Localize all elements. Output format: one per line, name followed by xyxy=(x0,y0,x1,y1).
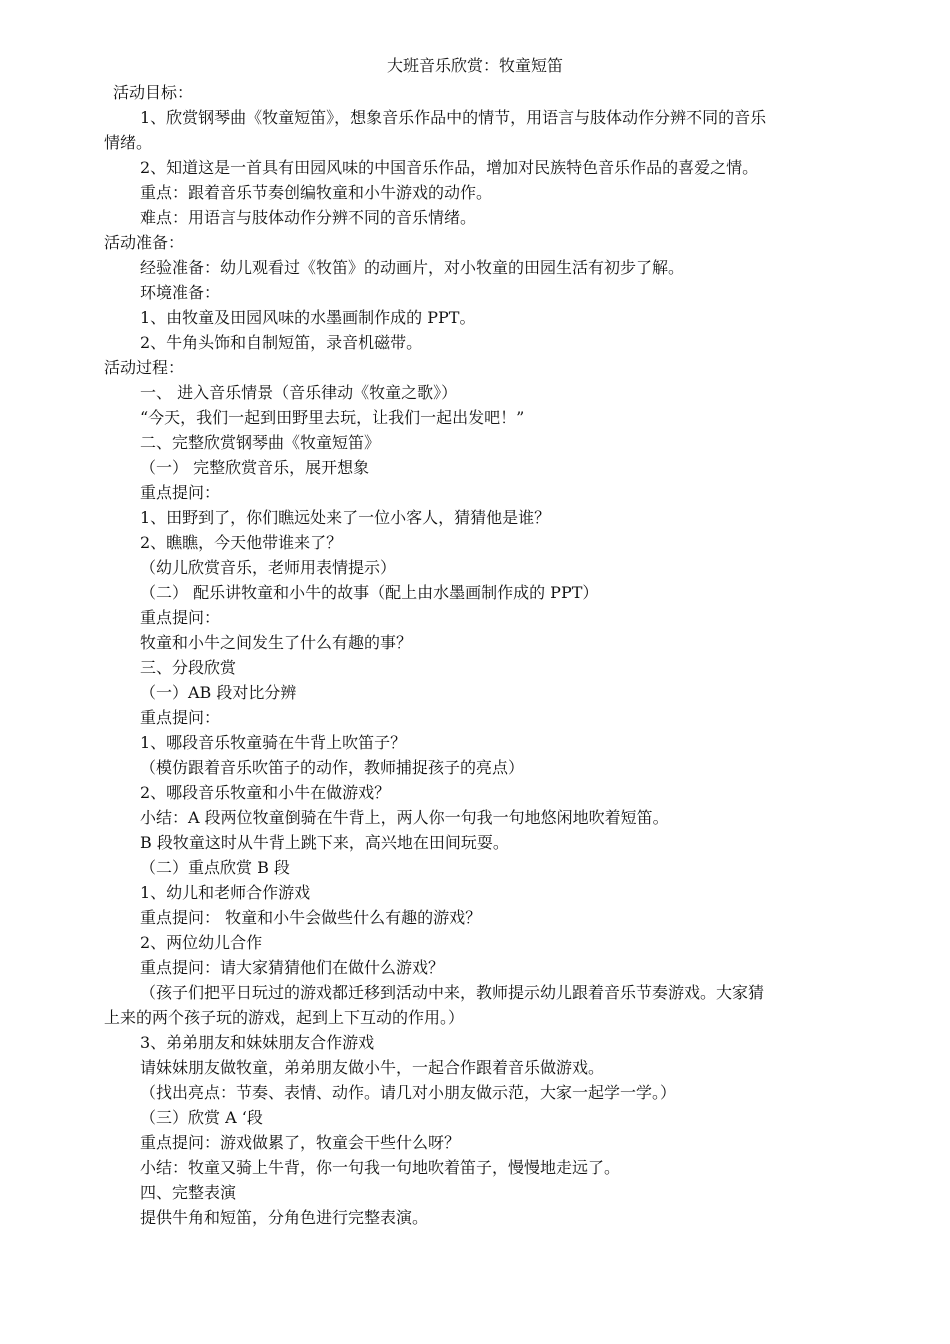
text-line: 经验准备：幼儿观看过《牧笛》的动画片，对小牧童的田园生活有初步了解。 xyxy=(140,258,685,277)
text-line: （模仿跟着音乐吹笛子的动作，教师捕捉孩子的亮点） xyxy=(140,758,525,777)
text-line: （一）AB 段对比分辨 xyxy=(140,683,297,702)
text-line: 重点提问： 牧童和小牛会做些什么有趣的游戏？ xyxy=(140,908,482,927)
section-heading-process: 活动过程： xyxy=(104,358,185,377)
text-line: 1、幼儿和老师合作游戏 xyxy=(140,883,311,902)
document-title: 大班音乐欣赏：牧童短笛 xyxy=(386,56,563,75)
text-line: （二）重点欣赏 B 段 xyxy=(140,858,290,877)
text-line: 重点提问：请大家猜猜他们在做什么游戏？ xyxy=(140,958,445,977)
text-line: （三）欣赏 A ‘段 xyxy=(140,1108,263,1127)
text-line: “今天，我们一起到田野里去玩，让我们一起出发吧！” xyxy=(140,408,525,427)
section-heading-goals: 活动目标： xyxy=(113,83,194,102)
text-line: 1、欣赏钢琴曲《牧童短笛》，想象音乐作品中的情节，用语言与肢体动作分辨不同的音乐 xyxy=(140,108,767,127)
text-line: 难点：用语言与肢体动作分辨不同的音乐情绪。 xyxy=(140,208,477,227)
text-line: 重点提问： xyxy=(140,483,221,502)
text-line: 2、牛角头饰和自制短笛，录音机磁带。 xyxy=(140,333,423,352)
text-line: 四、完整表演 xyxy=(140,1183,237,1202)
text-line: 重点提问： xyxy=(140,608,221,627)
text-line: （二） 配乐讲牧童和小牛的故事（配上由水墨画制作成的 PPT） xyxy=(140,583,599,602)
text-line: 重点：跟着音乐节奏创编牧童和小牛游戏的动作。 xyxy=(140,183,493,202)
text-line: 小结：A 段两位牧童倒骑在牛背上，两人你一句我一句地悠闲地吹着短笛。 xyxy=(140,808,669,827)
text-line: （一） 完整欣赏音乐，展开想象 xyxy=(140,458,370,477)
text-line: 2、两位幼儿合作 xyxy=(140,933,263,952)
text-line: 2、瞧瞧，今天他带谁来了？ xyxy=(140,533,343,552)
text-line: 三、分段欣赏 xyxy=(140,658,237,677)
text-line: 1、哪段音乐牧童骑在牛背上吹笛子？ xyxy=(140,733,407,752)
text-line: 牧童和小牛之间发生了什么有趣的事？ xyxy=(140,633,413,652)
text-line: 小结：牧童又骑上牛背，你一句我一句地吹着笛子，慢慢地走远了。 xyxy=(140,1158,621,1177)
text-line: 3、弟弟朋友和妹妹朋友合作游戏 xyxy=(140,1033,375,1052)
text-line: 重点提问：游戏做累了，牧童会干些什么呀？ xyxy=(140,1133,461,1152)
text-line: 提供牛角和短笛，分角色进行完整表演。 xyxy=(140,1208,429,1227)
text-line: 请妹妹朋友做牧童，弟弟朋友做小牛，一起合作跟着音乐做游戏。 xyxy=(140,1058,605,1077)
text-line: 上来的两个孩子玩的游戏，起到上下互动的作用。） xyxy=(104,1008,465,1027)
text-line: （找出亮点：节奏、表情、动作。请几对小朋友做示范，大家一起学一学。） xyxy=(140,1083,677,1102)
text-line: 1、田野到了，你们瞧远处来了一位小客人，猜猜他是谁？ xyxy=(140,508,551,527)
text-line: B 段牧童这时从牛背上跳下来，高兴地在田间玩耍。 xyxy=(140,833,509,852)
text-line: 1、由牧童及田园风味的水墨画制作成的 PPT。 xyxy=(140,308,476,327)
text-line: 环境准备： xyxy=(140,283,221,302)
text-line: 一、 进入音乐情景（音乐律动《牧童之歌》） xyxy=(140,383,458,402)
text-line: 2、知道这是一首具有田园风味的中国音乐作品，增加对民族特色音乐作品的喜爱之情。 xyxy=(140,158,759,177)
text-line: （孩子们把平日玩过的游戏都迁移到活动中来，教师提示幼儿跟着音乐节奏游戏。大家猜 xyxy=(140,983,765,1002)
text-line: 重点提问： xyxy=(140,708,221,727)
section-heading-preparation: 活动准备： xyxy=(104,233,185,252)
text-line: 情绪。 xyxy=(104,133,153,152)
text-line: 2、哪段音乐牧童和小牛在做游戏？ xyxy=(140,783,391,802)
text-line: （幼儿欣赏音乐，老师用表情提示） xyxy=(140,558,397,577)
text-line: 二、完整欣赏钢琴曲《牧童短笛》 xyxy=(140,433,381,452)
